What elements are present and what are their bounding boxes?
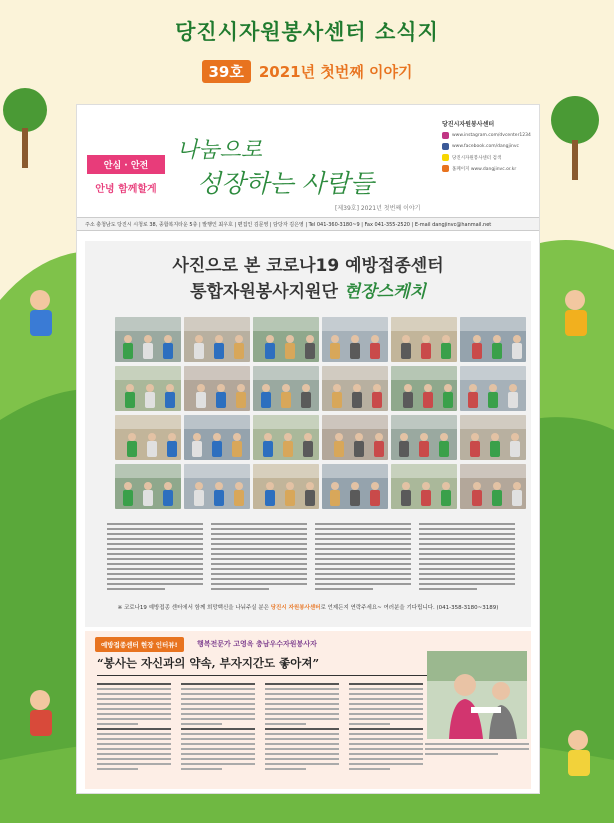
- feature-note: [85, 603, 531, 611]
- masthead-badge: [87, 155, 165, 203]
- interview-caption: [425, 743, 529, 758]
- facebook-icon: [442, 143, 449, 150]
- text-column: [419, 523, 515, 601]
- photo-tile: [253, 464, 319, 509]
- address-bar: 주소 충청남도 당진시 시청로 38, 종합복지타운 5층 | 발행인 최우호 | 편집인 김문영 | 담당자 김은영 | Tel 041-360-3180~9 | Fax 041-355-2520 | E-mail dangjinvc@hanmail.net: [77, 217, 539, 231]
- photo-tile: [184, 464, 250, 509]
- photo-tile: [460, 415, 526, 460]
- photo-tile: [115, 464, 181, 509]
- badge-bottom-label: 안녕 함께할게: [95, 184, 157, 195]
- interview-tag: 예방접종센터 현장 인터뷰!: [95, 637, 184, 652]
- feature-heading2: [85, 277, 531, 302]
- photo-tile: [115, 415, 181, 460]
- photo-tile: [253, 415, 319, 460]
- feature-section: [85, 241, 531, 627]
- home-icon: [442, 165, 449, 172]
- photo-tile: [115, 317, 181, 362]
- contact-text: 당진시자원봉사센터 검색: [452, 155, 502, 161]
- masthead-title-line1: 나눔으로: [177, 138, 263, 163]
- photo-tile: [115, 366, 181, 411]
- interview-quote: “봉사는 자신과의 약속, 부자지간도 좋아져”: [97, 656, 320, 670]
- photo-grid: [115, 317, 525, 515]
- masthead: [77, 105, 539, 217]
- photo-tile: [460, 317, 526, 362]
- text-column: [97, 683, 171, 783]
- feature-heading2-main: 통합자원봉사지원단: [190, 282, 344, 302]
- text-column: [315, 523, 411, 601]
- photo-tile: [460, 464, 526, 509]
- subject-name: 고영옥: [233, 640, 254, 648]
- photo-tile: [460, 366, 526, 411]
- photo-tile: [184, 317, 250, 362]
- issue-subtitle: 2021년 첫번째 이야기: [258, 63, 413, 81]
- text-column: [181, 683, 255, 783]
- feature-heading1: 사진으로 본 코로나19 예방접종센터: [172, 256, 444, 276]
- masthead-title-line2: 성장하는 사람들: [197, 169, 374, 198]
- interview-section: [85, 631, 531, 789]
- interview-subject: [197, 639, 317, 649]
- subject-pre: 행복전문가: [197, 640, 234, 648]
- photo-tile: [322, 464, 388, 509]
- contact-text: www.instagram.com/dvcenter1234: [452, 133, 531, 138]
- photo-tile: [253, 317, 319, 362]
- kakao-icon: [442, 154, 449, 161]
- note-text-post: 로 언제든지 연락주세요~ 여러분을 기다립니다. (041-358-3180~3189): [320, 605, 499, 611]
- photo-tile: [184, 415, 250, 460]
- photo-tile: [322, 366, 388, 411]
- quote-divider: [97, 675, 427, 676]
- photo-tile: [184, 366, 250, 411]
- photo-tile: [391, 464, 457, 509]
- masthead-issue-line: [제39호] 2021년 첫번째 이야기: [335, 205, 421, 212]
- contact-row[interactable]: [442, 154, 534, 161]
- photo-tile: [322, 415, 388, 460]
- masthead-title: [177, 133, 407, 205]
- text-column: [349, 683, 423, 783]
- text-column: [211, 523, 307, 601]
- feature-heading2-accent: 현장스케치: [343, 282, 426, 302]
- text-column: [265, 683, 339, 783]
- text-column: [107, 523, 203, 601]
- feature-article-columns: [107, 523, 517, 601]
- contact-row[interactable]: [442, 132, 534, 139]
- photo-tile: [391, 415, 457, 460]
- newsletter-page: [77, 105, 539, 793]
- photo-tile: [253, 366, 319, 411]
- subject-post: 충남우수자원봉사자: [253, 640, 317, 648]
- org-name: 당진시자원봉사센터: [442, 121, 495, 128]
- contact-text: 홈페이지 www.dangjinvc.or.kr: [452, 166, 517, 172]
- newsletter-title: 당진시자원봉사센터 소식지: [175, 20, 439, 44]
- instagram-icon: [442, 132, 449, 139]
- badge-top-label: 안심 · 안전: [87, 155, 165, 174]
- contact-row[interactable]: [442, 165, 534, 172]
- photo-tile: [322, 317, 388, 362]
- contact-row[interactable]: [442, 143, 534, 150]
- contact-text: www.facebook.com/dangjinvc: [452, 144, 519, 149]
- issue-number-badge: 39호: [202, 60, 251, 83]
- note-text-accent: 당진시 자원봉사센터: [270, 605, 321, 611]
- interview-columns: [97, 683, 427, 783]
- note-text-pre: ※ 코로나19 예방접종 센터에서 함께 희망백신을 나눠주실 분은: [117, 605, 271, 611]
- photo-tile: [391, 317, 457, 362]
- interview-photo: [427, 651, 527, 739]
- masthead-contacts: [442, 119, 534, 172]
- photo-tile: [391, 366, 457, 411]
- issue-line: [0, 60, 614, 83]
